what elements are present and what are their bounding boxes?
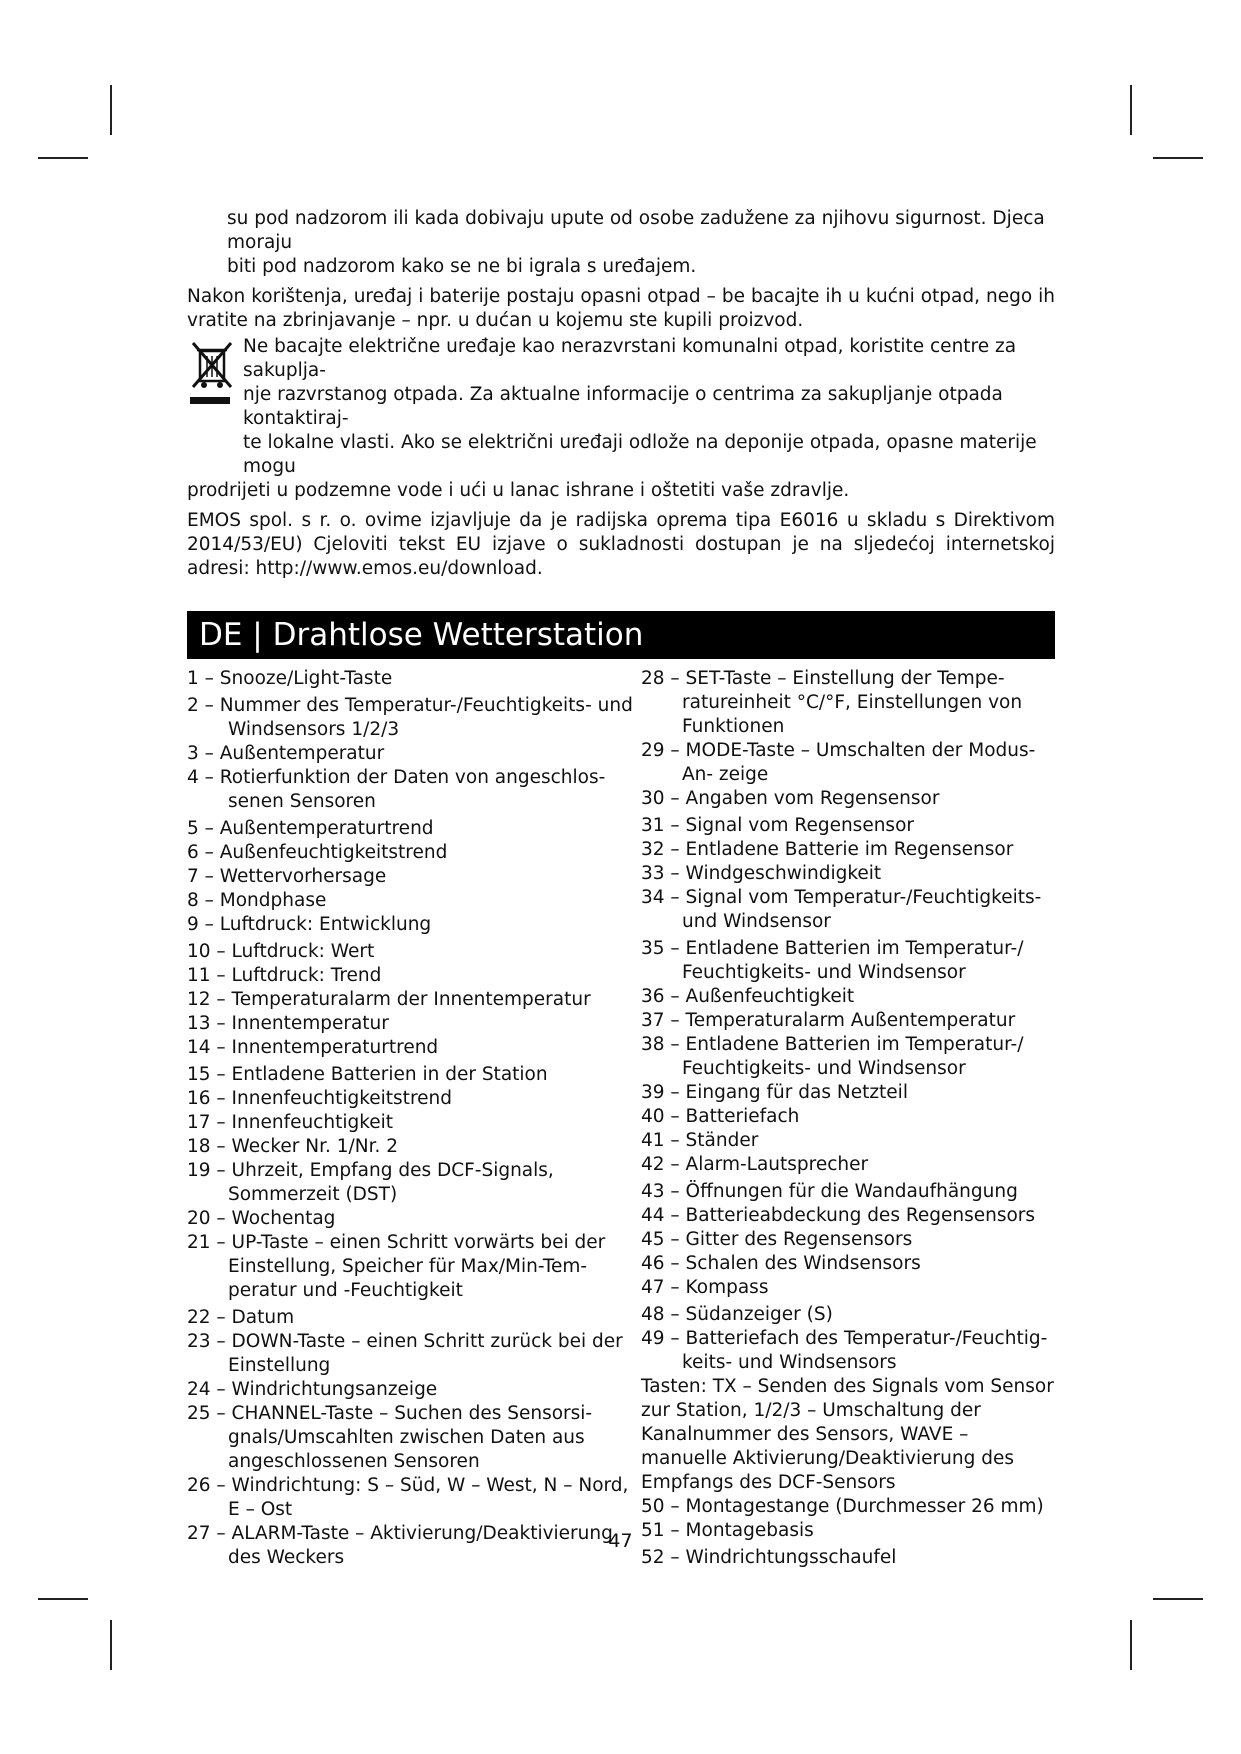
crop-mark	[1130, 85, 1132, 135]
crop-mark	[110, 85, 112, 135]
list-item: 34 – Signal vom Temperatur-/Feuchtigkeits- und Windsensor	[641, 887, 1042, 932]
list-item: 13 – Innentemperatur	[187, 1013, 389, 1034]
list-item: 32 – Entladene Batterie im Regensensor	[641, 839, 1014, 860]
list-item: 45 – Gitter des Regensensors	[641, 1229, 913, 1250]
page-number: 47	[608, 1530, 633, 1552]
page-content	[187, 207, 1055, 1570]
list-item: 27 – ALARM-Taste – Aktivierung/Deaktivierung des Weckers	[187, 1523, 613, 1568]
list-item: 49 – Batteriefach des Temperatur-/Feuchtig- keits- und Windsensors	[641, 1328, 1048, 1373]
list-item: 44 – Batterieabdeckung des Regensensors	[641, 1205, 1036, 1226]
list-item: 11 – Luftdruck: Trend	[187, 965, 382, 986]
list-item: 2 – Nummer des Temperatur-/Feuchtigkeits- und Windsensors 1/2/3	[187, 695, 633, 740]
list-item: 40 – Batteriefach	[641, 1106, 800, 1127]
list-item: 14 – Innentemperaturtrend	[187, 1037, 439, 1058]
list-item: 23 – DOWN-Taste – einen Schritt zurück bei der Einstellung	[187, 1331, 623, 1376]
list-item: 31 – Signal vom Regensensor	[641, 815, 914, 836]
list-item: 41 – Ständer	[641, 1130, 759, 1151]
list-item: 19 – Uhrzeit, Empfang des DCF-Signals, Sommerzeit (DST)	[187, 1160, 554, 1205]
list-item: 39 – Eingang für das Netzteil	[641, 1082, 908, 1103]
list-item: 4 – Rotierfunktion der Daten von angeschlos- senen Sensoren	[187, 767, 606, 812]
weee-text-line4: prodrijeti u podzemne vode i ući u lanac ishrane i oštetiti vaše zdravlje.	[187, 480, 850, 501]
list-item: 5 – Außentemperaturtrend	[187, 818, 434, 839]
list-item: 21 – UP-Taste – einen Schritt vorwärts bei der Einstellung, Speicher für Max/Min-Tem- peratur und -Feuchtigkeit	[187, 1232, 606, 1301]
parts-list-right-column	[641, 667, 1055, 1570]
list-item: 12 – Temperaturalarm der Innentemperatur	[187, 989, 591, 1010]
list-item: 37 – Temperaturalarm Außentemperatur	[641, 1010, 1016, 1031]
list-item: 30 – Angaben vom Regensensor	[641, 788, 940, 809]
weee-text-line3: te lokalne vlasti. Ako se električni uređaji odlože na deponije otpada, opasne materije mogu	[243, 432, 1037, 477]
list-item: 51 – Montagebasis	[641, 1520, 814, 1541]
list-item: 50 – Montagestange (Durchmesser 26 mm)	[641, 1496, 1044, 1517]
list-item: 7 – Wettervorhersage	[187, 866, 387, 887]
list-item: 52 – Windrichtungsschaufel	[641, 1547, 897, 1568]
list-item: 8 – Mondphase	[187, 890, 327, 911]
crossed-bin-icon	[187, 337, 237, 409]
list-item: 17 – Innenfeuchtigkeit	[187, 1112, 394, 1133]
crop-mark	[1153, 1598, 1203, 1600]
list-item: 25 – CHANNEL-Taste – Suchen des Sensorsi- gnals/Umscahlten zwischen Daten aus angeschlossenen Sensoren	[187, 1403, 593, 1472]
buttons-description: Tasten: TX – Senden des Signals vom Sensor zur Station, 1/2/3 – Umschaltung der Kanalnummer des Sensors, WAVE – manuelle Aktivierung/Deaktivierung des Empfangs des DCF-Sensors	[641, 1376, 1054, 1493]
list-item: 38 – Entladene Batterien im Temperatur-/ Feuchtigkeits- und Windsensor	[641, 1034, 1024, 1079]
list-item: 9 – Luftdruck: Entwicklung	[187, 914, 432, 935]
supervision-text-line2: biti pod nadzorom kako se ne bi igrala s uređajem.	[227, 256, 697, 277]
list-item: 1 – Snooze/Light-Taste	[187, 668, 393, 689]
list-item: 48 – Südanzeiger (S)	[641, 1304, 833, 1325]
section-title-banner: DE | Drahtlose Wetterstation	[187, 611, 1055, 659]
crop-mark	[38, 157, 88, 159]
parts-list-left-column	[187, 667, 641, 1570]
crop-mark	[38, 1598, 88, 1600]
list-item: 6 – Außenfeuchtigkeitstrend	[187, 842, 448, 863]
crop-mark	[1130, 1620, 1132, 1670]
crop-mark	[1153, 157, 1203, 159]
list-item: 18 – Wecker Nr. 1/Nr. 2	[187, 1136, 399, 1157]
list-item: 16 – Innenfeuchtigkeitstrend	[187, 1088, 452, 1109]
list-item: 46 – Schalen des Windsensors	[641, 1253, 921, 1274]
list-item: 43 – Öffnungen für die Wandaufhängung	[641, 1181, 1018, 1202]
list-item: 36 – Außenfeuchtigkeit	[641, 986, 855, 1007]
list-item: 35 – Entladene Batterien im Temperatur-/ Feuchtigkeits- und Windsensor	[641, 938, 1024, 983]
list-item: 42 – Alarm-Lautsprecher	[641, 1154, 869, 1175]
list-item: 29 – MODE-Taste – Umschalten der Modus-An- zeige	[641, 740, 1036, 785]
weee-text-line2: nje razvrstanog otpada. Za aktualne informacije o centrima za sakupljanje otpada kontaktiraj-	[243, 384, 1003, 429]
weee-text-line1: Ne bacajte električne uređaje kao nerazvrstani komunalni otpad, koristite centre za sakuplja-	[243, 336, 1017, 381]
list-item: 26 – Windrichtung: S – Süd, W – West, N – Nord, E – Ost	[187, 1475, 629, 1520]
parts-list	[187, 667, 1055, 1570]
conformity-declaration: EMOS spol. s r. o. ovime izjavljuje da je radijska oprema tipa E6016 u skladu s Direktivom 2014/53/EU) Cjeloviti tekst EU izjave o sukladnosti dostupan je na sljedećoj internetskoj adresi: http://www.emos.eu/download.	[187, 510, 1055, 579]
list-item: 47 – Kompass	[641, 1277, 769, 1298]
list-item: 10 – Luftdruck: Wert	[187, 941, 375, 962]
list-item: 3 – Außentemperatur	[187, 743, 385, 764]
list-item: 20 – Wochentag	[187, 1208, 336, 1229]
list-item: 28 – SET-Taste – Einstellung der Tempe- ratureinheit °C/°F, Einstellungen von Funktionen	[641, 668, 1023, 737]
crop-mark	[110, 1620, 112, 1670]
list-item: 22 – Datum	[187, 1307, 295, 1328]
list-item: 15 – Entladene Batterien in der Station	[187, 1064, 548, 1085]
supervision-text-line1: su pod nadzorom ili kada dobivaju upute od osobe zadužene za njihovu sigurnost. Djeca moraju	[227, 208, 1045, 253]
disposal-paragraph: Nakon korištenja, uređaj i baterije postaju opasni otpad – be bacajte ih u kućni otpad, nego ih vratite na zbrinjavanje – npr. u dućan u kojemu ste kupili proizvod.	[187, 286, 1055, 331]
list-item: 33 – Windgeschwindigkeit	[641, 863, 882, 884]
weee-notice	[187, 335, 1055, 503]
list-item: 24 – Windrichtungsanzeige	[187, 1379, 438, 1400]
